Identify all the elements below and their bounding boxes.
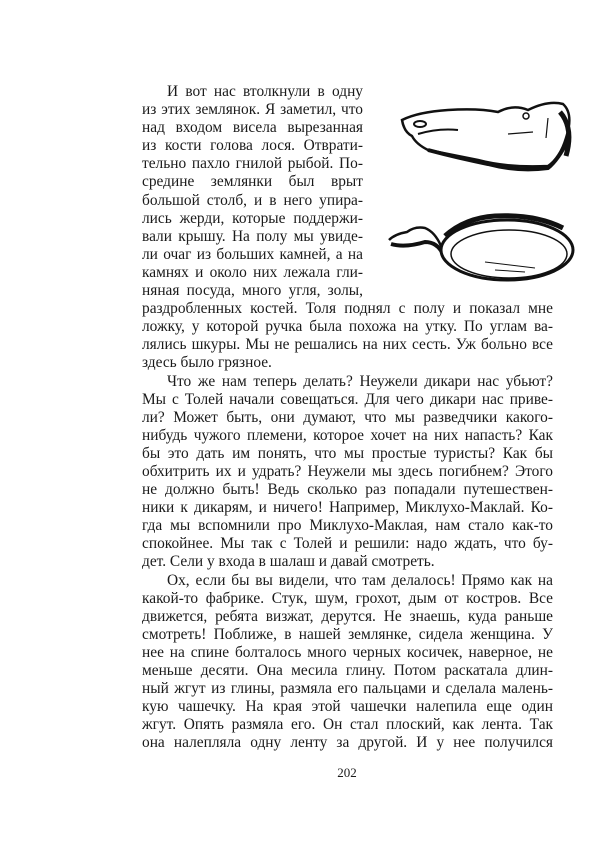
text-line: обхитрить их и удрать? Неужели мы здесь погибнем? Этого [142, 462, 553, 480]
text-line: вали крышу. На полу мы увиде- [142, 227, 363, 245]
text-line: нее на спине болталось много черных косичек, наверное, не [142, 643, 553, 661]
text-line: дет. Сели у входа в шалаш и давай смотреть. [142, 553, 435, 571]
text-line: няная посуда, много угля, золы, [142, 282, 363, 300]
text-line: над входом висела вырезанная [142, 119, 363, 137]
page-number: 202 [337, 765, 357, 780]
text-line: ложку, у которой ручка была похожа на утку. По углам ва- [142, 318, 553, 336]
elk-head-carving-illustration [398, 98, 578, 180]
text-line: тельно пахло гнилой рыбой. По- [142, 155, 363, 173]
text-line: ли очаг из больших камней, а на [142, 245, 363, 263]
text-line: раздробленных костей. Толя поднял с полу и показал мне [142, 300, 553, 318]
text-line: Мы с Толей начали совещаться. Для чего дикари нас приве- [142, 390, 553, 408]
text-line: не должно быть! Ведь сколько раз попадали путешествен- [142, 481, 553, 499]
text-line: Ох, если бы вы видели, что там делалось! Прямо как на [167, 571, 553, 589]
text-line: спокойнее. Мы так с Толей и решили: надо ждать, что бу- [142, 535, 553, 553]
text-line: камнях и около них лежала гли- [142, 263, 363, 281]
text-line: Что же нам теперь делать? Неужели дикари нас убьют? [167, 372, 553, 390]
text-line: нибудь чужого племени, которое хочет на них напасть? Как [142, 426, 553, 444]
text-line: средине землянки был врыт [142, 173, 363, 191]
text-line: ники к дикарям, и ничего! Например, Миклухо-Маклай. Ко- [142, 499, 553, 517]
text-line: бы это дать им понять, что мы простые туристы? Как бы [142, 444, 553, 462]
text-line: из этих землянок. Я заметил, что [142, 101, 363, 119]
text-line: какой-то фабрике. Стук, шум, грохот, дым от костров. Все [142, 589, 553, 607]
text-line: лись жерди, которые поддержи- [142, 209, 363, 227]
text-line: лялись шкуры. Мы не решались на них сесть. Уж больно все [142, 336, 553, 354]
text-line: большой столб, и в него упира- [142, 191, 363, 209]
text-line: движется, ребята визжат, дерутся. Не знаешь, куда раньше [142, 607, 553, 625]
text-line: И вот нас втолкнули в одну [167, 83, 363, 100]
text-line: гда мы вспомнили про Миклухо-Маклая, нам стало как-то [142, 517, 553, 535]
text-line: меньше десяти. Она месила глину. Потом раскатала длин- [142, 662, 553, 679]
text-line: смотреть! Поближе, в нашей землянке, сидела женщина. У [142, 625, 553, 643]
text-line: ный жгут из глины, размяла его пальцами и сделала малень- [142, 680, 553, 698]
text-line: жгут. Опять размяла его. Он стал плоский, как лента. Так [142, 716, 553, 734]
text-line: она налепляла одну ленту за другой. И у нее получился [142, 734, 553, 752]
body-text [142, 83, 553, 752]
text-line: из кости голова лося. Отврати- [142, 137, 363, 155]
text-line: здесь было грязное. [142, 354, 272, 372]
duck-ladle-illustration [385, 196, 577, 288]
text-line: кую чашечку. На края этой чашечки налепила еще один [142, 698, 553, 716]
text-line: ли? Может быть, они думают, что мы разведчики какого- [142, 408, 553, 426]
